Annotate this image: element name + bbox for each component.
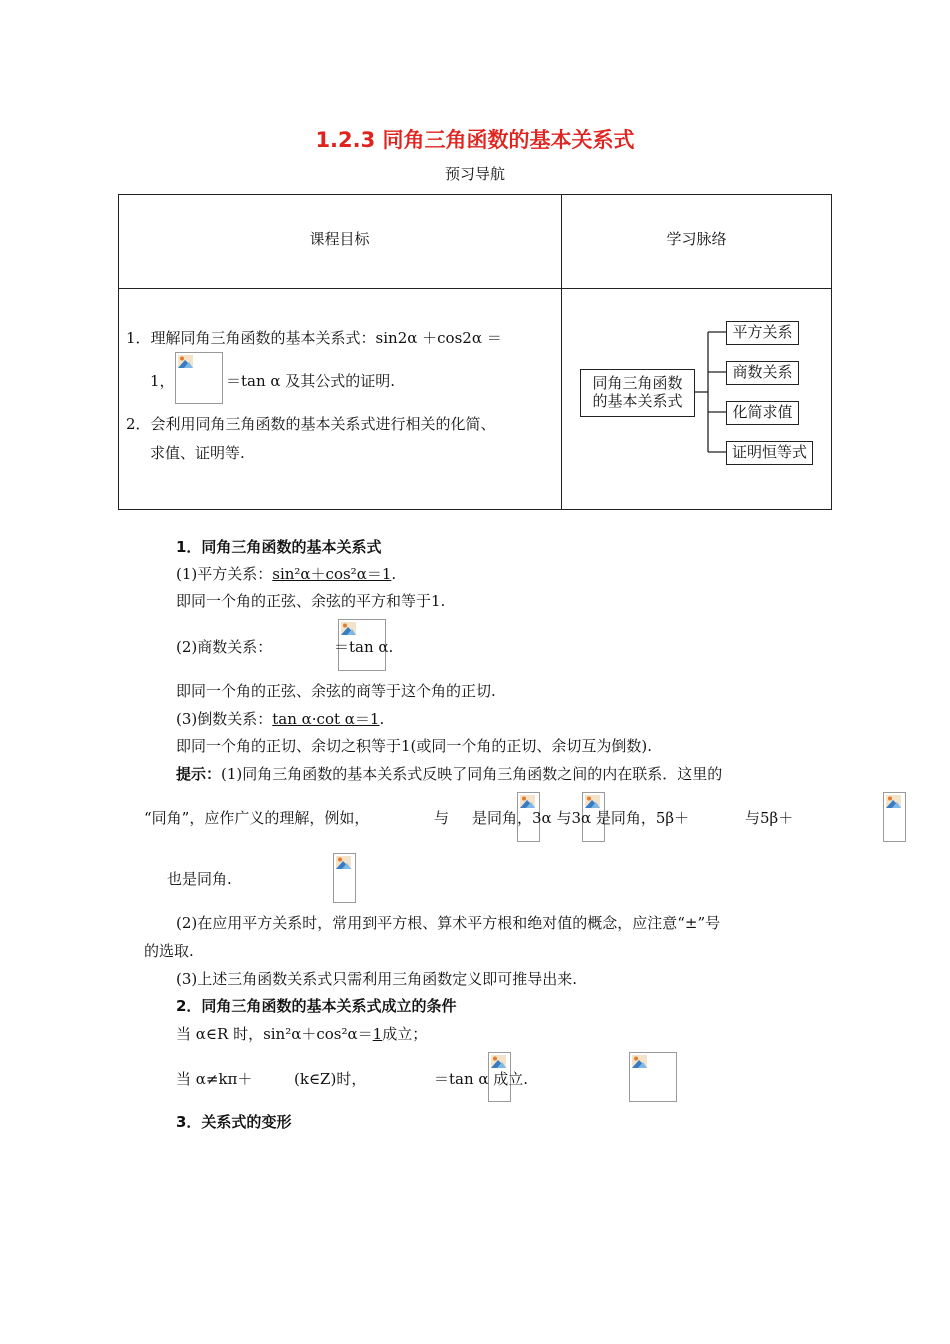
reciprocal-relation-end: .: [379, 710, 385, 728]
outline-root-line-1: 同角三角函数: [592, 374, 683, 392]
condition-1: [176, 1023, 427, 1044]
tip-label: 提示：: [176, 765, 222, 783]
formula-image-placeholder: [175, 352, 223, 404]
tip-paragraph-1: [176, 763, 722, 784]
image-icon: [886, 795, 901, 808]
condition-2-end: ＝tan α 成立.: [434, 1070, 529, 1088]
page-subtitle: 预习导航: [444, 165, 505, 183]
quotient-relation-formula: ＝tan α: [334, 638, 389, 656]
quotient-relation-end: .: [388, 638, 394, 656]
table-divider-horizontal: [118, 288, 832, 289]
section-2-heading: 2．同角三角函数的基本关系式成立的条件: [176, 997, 457, 1015]
image-icon: [632, 1055, 647, 1068]
outline-root-line-2: 的基本关系式: [592, 392, 683, 410]
table-header-outline: 学习脉络: [666, 230, 727, 248]
quotient-relation-label: (2)商数关系：: [176, 638, 273, 656]
condition-2-middle: (k∈Z)时，: [294, 1070, 367, 1088]
goal-1-line-1: 1．理解同角三角函数的基本关系式：sin2α ＋cos2α ＝: [126, 329, 502, 347]
square-relation-end: .: [391, 565, 397, 583]
image-icon: [341, 622, 356, 635]
goal-1-line-2-end: ＝tan α 及其公式的证明.: [226, 372, 396, 390]
tip-2-line-2: 的选取.: [144, 942, 194, 960]
condition-quotient-image: [629, 1052, 677, 1102]
goal-1-line-2-start: 1，: [150, 372, 175, 390]
image-icon: [336, 856, 351, 869]
square-relation-formula: sin²α＋cos²α＝1: [272, 565, 392, 583]
goal-2-line-1: 2．会利用同角三角函数的基本关系式进行相关的化简、: [126, 415, 496, 433]
quotient-relation-note: 即同一个角的正弦、余弦的商等于这个角的正切.: [176, 682, 496, 700]
page-title: 1.2.3 同角三角函数的基本关系式: [315, 128, 635, 152]
tip-1-line-2d: 与5β＋: [745, 809, 794, 827]
outline-branch-quotient: 商数关系: [726, 361, 799, 385]
reciprocal-relation-note: 即同一个角的正切、余切之积等于1(或同一个角的正切、余切互为倒数).: [176, 737, 653, 755]
outline-root-box: [580, 369, 695, 417]
tip-1-text: (1)同角三角函数的基本关系式反映了同角三角函数之间的内在联系．这里的: [221, 765, 723, 783]
tip-2-line-1: (2)在应用平方关系时，常用到平方根、算术平方根和绝对值的概念，应注意“±”号: [176, 914, 721, 932]
table-header-goals: 课程目标: [309, 230, 370, 248]
outline-branch-square: 平方关系: [726, 321, 799, 345]
angle-image-4: [333, 853, 356, 903]
square-relation-label: (1)平方关系：: [176, 565, 273, 583]
tip-1-line-3: 也是同角.: [167, 870, 232, 888]
outline-branch-simplify: 化简求值: [726, 401, 799, 425]
reciprocal-relation-label: (3)倒数关系：: [176, 710, 273, 728]
section-1-heading: 1．同角三角函数的基本关系式: [176, 538, 382, 556]
section-3-heading: 3．关系式的变形: [176, 1113, 292, 1131]
reciprocal-relation: [176, 708, 384, 729]
reciprocal-relation-formula: tan α·cot α＝1: [272, 710, 380, 728]
condition-1-text: 当 α∈R 时，sin²α＋cos²α＝: [176, 1025, 373, 1043]
goal-2-line-2: 求值、证明等.: [150, 444, 245, 462]
condition-2-start: 当 α≠kπ＋: [176, 1070, 253, 1088]
square-relation: [176, 563, 396, 584]
outline-branch-identity: 证明恒等式: [726, 441, 813, 465]
image-icon: [491, 1055, 506, 1068]
tip-3: (3)上述三角函数关系式只需利用三角函数定义即可推导出来.: [176, 970, 578, 988]
angle-image-3: [883, 792, 906, 842]
quotient-relation: [334, 636, 393, 657]
image-icon: [178, 355, 193, 368]
square-relation-note: 即同一个角的正弦、余弦的平方和等于1.: [176, 592, 446, 610]
tip-1-line-2b: 与: [434, 809, 450, 827]
condition-1-end: 成立；: [382, 1025, 428, 1043]
tip-1-line-2c: 是同角，3α 与3α 是同角，5β＋: [472, 809, 690, 827]
tip-1-line-2a: “同角”，应作广义的理解，例如，: [144, 809, 370, 827]
condition-1-value: 1: [372, 1025, 383, 1043]
